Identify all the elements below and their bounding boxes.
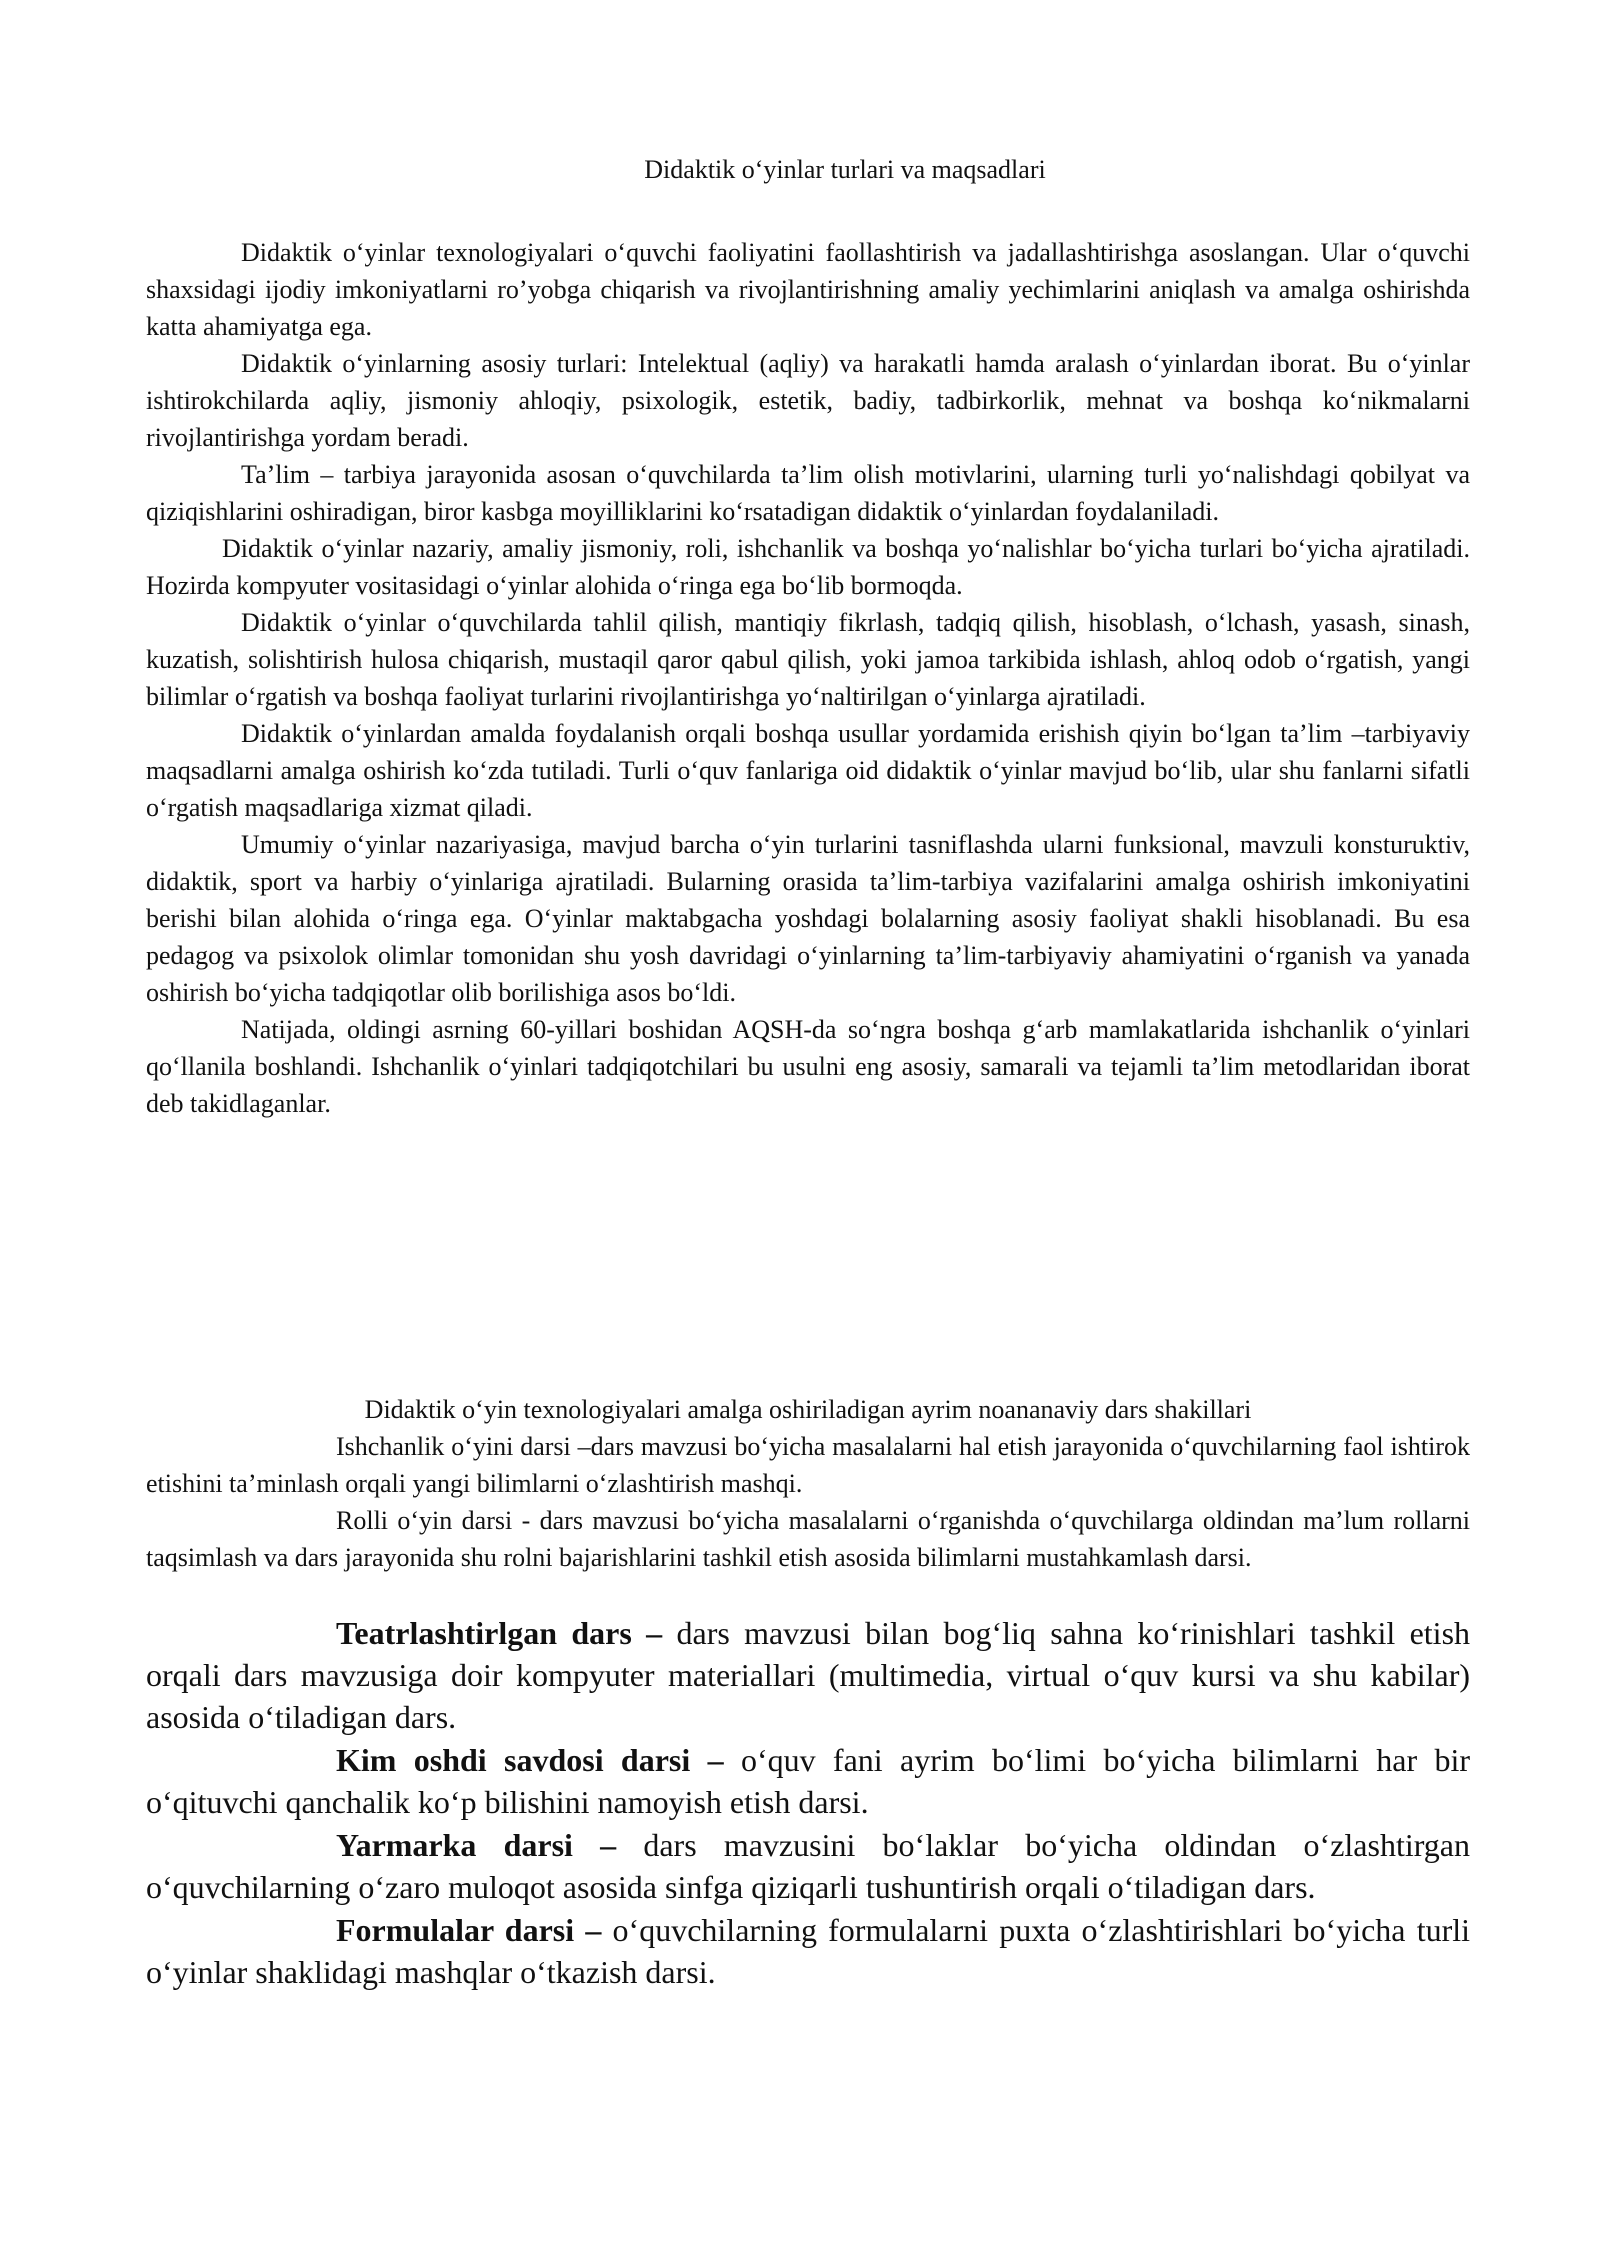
paragraph: Rolli o‘yin darsi - dars mavzusi bo‘yicha masalalarni o‘rganishda o‘quvchilarga oldindan ma’lum rollarni taqsimlash va dars jarayonida shu rolni bajarishlarini tashkil etish asosida bilimlarni mustahkamlash darsi.	[146, 1506, 1470, 1572]
paragraph: Didaktik o‘yinlarning asosiy turlari: Intelektual (aqliy) va harakatli hamda aralash o‘yinlardan iborat. Bu o‘yinlar ishtirokchilarda aqliy, jismoniy ahloqiy, psixologik, estetik, badiy, tadbirkorlik, mehnat va boshqa ko‘nikmalarni rivojlantirishga yordam beradi.	[146, 349, 1470, 452]
paragraph: Didaktik o‘yinlar o‘quvchilarda tahlil qilish, mantiqiy fikrlash, tadqiq qilish, hisoblash, o‘lchash, yasash, sinash, kuzatish, solishtirish hulosa chiqarish, mustaqil qaror qabul qilish, yoki jamoa tarkibida ishlash, ahloq odob o‘rgatish, yangi bilimlar o‘rgatish va boshqa faoliyat turlarini rivojlantirishga yo‘naltirilgan o‘yinlarga ajratiladi.	[146, 608, 1470, 711]
paragraph: Didaktik o‘yinlar texnologiyalari o‘quvchi faoliyatini faollashtirish va jadallashtirishga asoslangan. Ular o‘quvchi shaxsidagi ijodiy imkoniyatlarni ro’yobga chiqarish va rivojlantirishning amaliy yechimlarini aniqlash va amalga oshirishda katta ahamiyatga ega.	[146, 238, 1470, 341]
lesson-type-description: dars mavzusi bilan bog‘liq sahna ko‘rinishlari tashkil etish orqali dars mavzusiga doir kompyuter materiallari (multimedia, virtual o‘quv kursi va shu kabilar) asosida o‘tiladigan dars.	[146, 1615, 1471, 1735]
section-lesson-types	[146, 1612, 1470, 1994]
lesson-type-term: Yarmarka darsi –	[336, 1827, 617, 1863]
lesson-type-item	[146, 1739, 1470, 1823]
lesson-type-term: Formulalar darsi –	[336, 1912, 602, 1948]
section-lesson-forms	[146, 1428, 1470, 1576]
document-title: Didaktik o‘yinlar turlari va maqsadlari	[644, 155, 1046, 184]
lesson-type-item	[146, 1909, 1470, 1993]
paragraph: Ishchanlik o‘yini darsi –dars mavzusi bo‘yicha masalalarni hal etish jarayonida o‘quvchilarning faol ishtirok etishini ta’minlash orqali yangi bilimlarni o‘zlashtirish mashqi.	[146, 1432, 1470, 1498]
section-title: Didaktik o‘yin texnologiyalari amalga oshiriladigan ayrim noananaviy dars shakillari	[364, 1395, 1252, 1424]
lesson-type-term: Teatrlashtirlgan dars –	[336, 1615, 663, 1651]
lesson-type-description: o‘quv fani ayrim bo‘limi bo‘yicha bilimlarni har bir o‘qituvchi qanchalik ko‘p bilishini namoyish etish darsi.	[146, 1742, 1471, 1820]
paragraph: Didaktik o‘yinlar nazariy, amaliy jismoniy, roli, ishchanlik va boshqa yo‘nalishlar bo‘yicha turlari bo‘yicha ajratiladi. Hozirda kompyuter vositasidagi o‘yinlar alohida o‘ringa ega bo‘lib bormoqda.	[146, 534, 1470, 600]
lesson-type-description: dars mavzusini bo‘laklar bo‘yicha oldindan o‘zlashtirgan o‘quvchilarning o‘zaro muloqot asosida sinfga qiziqarli tushuntirish orqali o‘tiladigan dars.	[146, 1827, 1471, 1905]
lesson-type-item	[146, 1824, 1470, 1908]
lesson-type-term: Kim oshdi savdosi darsi –	[336, 1742, 724, 1778]
paragraph: Natijada, oldingi asrning 60-yillari boshidan AQSH-da so‘ngra boshqa g‘arb mamlakatlarida ishchanlik o‘yinlari qo‘llanila boshlandi. Ishchanlik o‘yinlari tadqiqotchilari bu usulni eng asosiy, samarali va tejamli ta’lim metodlaridan iborat deb takidlaganlar.	[146, 1015, 1470, 1118]
section-didactic-games	[146, 234, 1470, 1122]
lesson-type-item	[146, 1612, 1470, 1738]
paragraph: Didaktik o‘yinlardan amalda foydalanish orqali boshqa usullar yordamida erishish qiyin bo‘lgan ta’lim –tarbiyaviy maqsadlarni amalga oshirish ko‘zda tutiladi. Turli o‘quv fanlariga oid didaktik o‘yinlar mavjud bo‘lib, ular shu fanlarni sifatli o‘rgatish maqsadlariga xizmat qiladi.	[146, 719, 1470, 822]
paragraph: Ta’lim – tarbiya jarayonida asosan o‘quvchilarda ta’lim olish motivlarini, ularning turli yo‘nalishdagi qobilyat va qiziqishlarini oshiradigan, biror kasbga moyilliklarini ko‘rsatadigan didaktik o‘yinlardan foydalaniladi.	[146, 460, 1470, 526]
lesson-type-description: o‘quvchilarning formulalarni puxta o‘zlashtirishlari bo‘yicha turli o‘yinlar shaklidagi mashqlar o‘tkazish darsi.	[146, 1912, 1471, 1990]
paragraph: Umumiy o‘yinlar nazariyasiga, mavjud barcha o‘yin turlarini tasniflashda ularni funksional, mavzuli konsturuktiv, didaktik, sport va harbiy o‘yinlariga ajratiladi. Bularning orasida ta’lim-tarbiya vazifalarini amalga oshirish imkoniyatini berishi bilan alohida o‘ringa ega. O‘yinlar maktabgacha yoshdagi bolalarning asosiy faoliyat shakli hisoblanadi. Bu esa pedagog va psixolok olimlar tomonidan shu yosh davridagi o‘yinlarning ta’lim-tarbiyaviy ahamiyatini o‘rganish va yanada oshirish bo‘yicha tadqiqotlar olib borilishiga asos bo‘ldi.	[146, 830, 1470, 1007]
